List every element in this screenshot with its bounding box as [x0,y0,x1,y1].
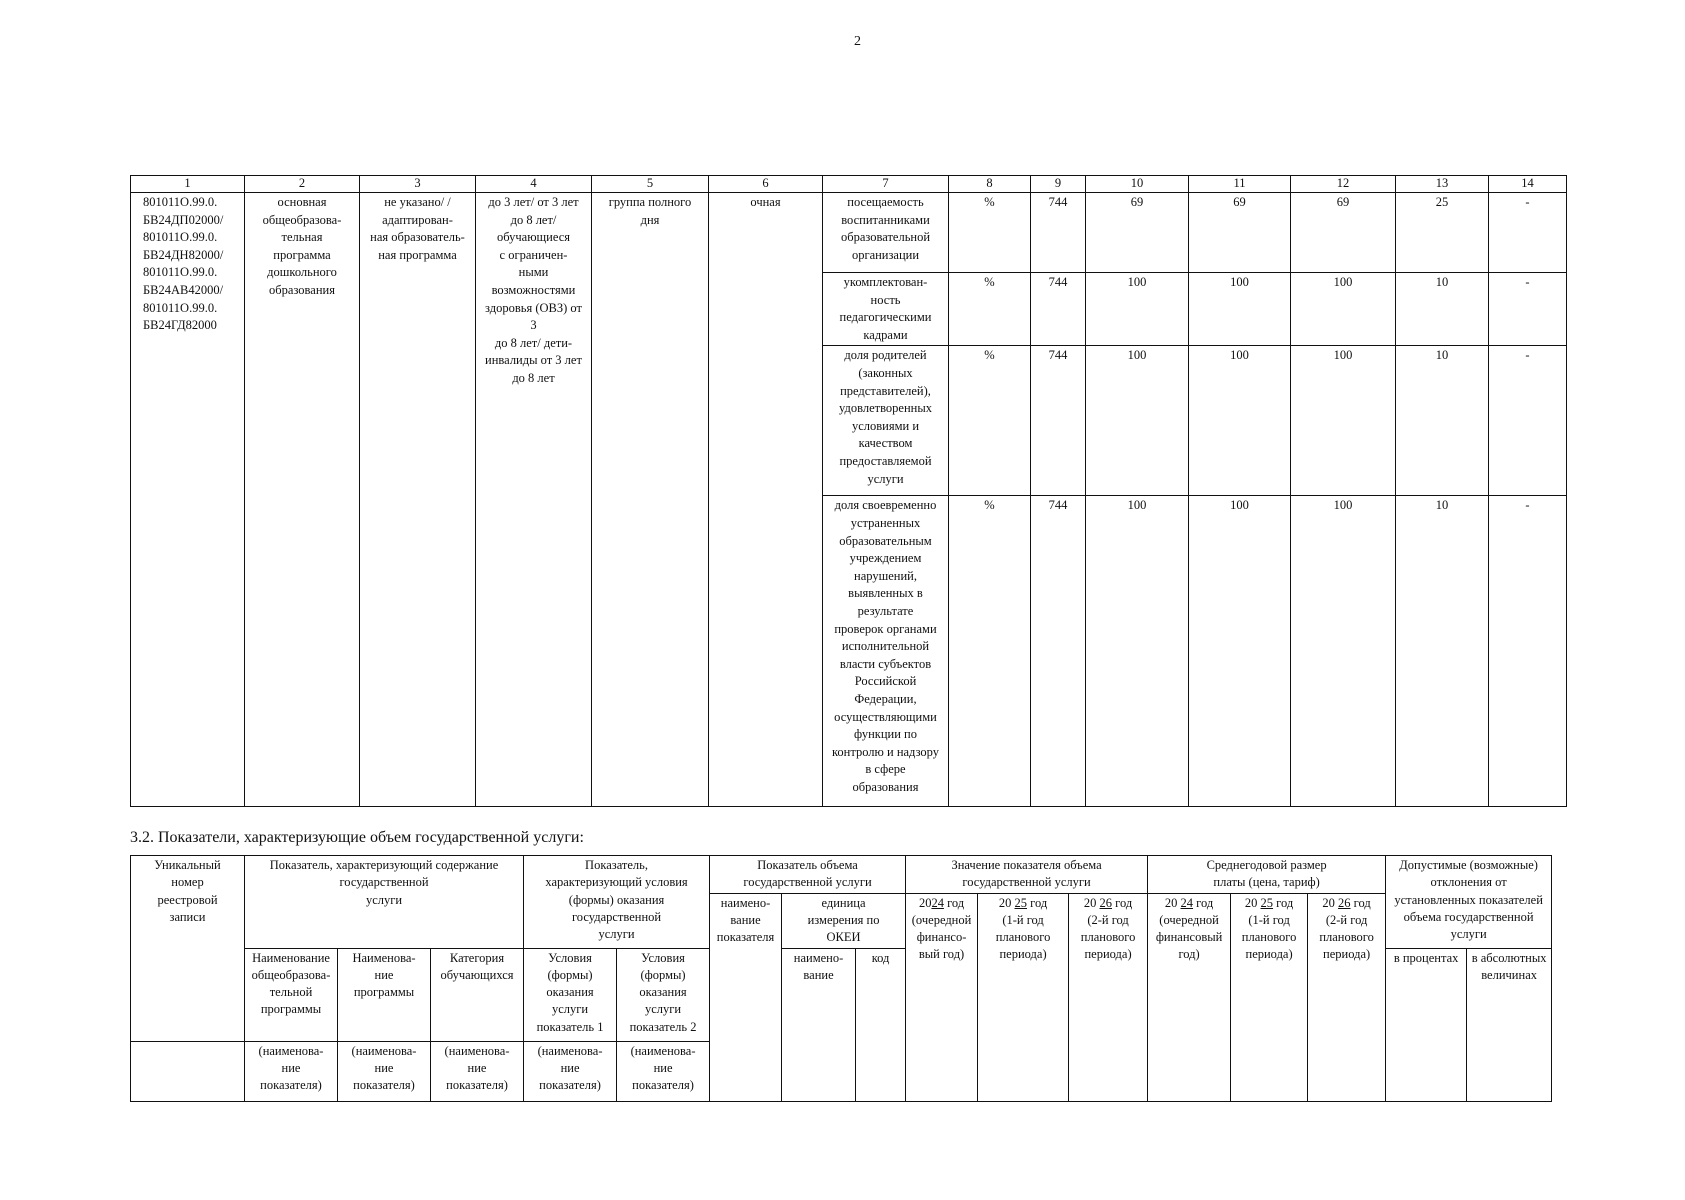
deviation-percent: 10 [1396,273,1489,346]
value-2025: 100 [1189,273,1291,346]
indicator-okei: 744 [1031,193,1086,273]
indicator-okei: 744 [1031,273,1086,346]
program-name-subheader: Наименование общеобразова- тельной программы [245,948,338,1041]
year-2024-header: 2024 год (очередной финансо- вый год) [906,893,978,1101]
indicator-name: доля родителей (законных представителей), удовлетворенных условиями и качеством предоставляемой услуги [823,346,949,496]
indicator-unit: % [949,346,1031,496]
parameter-label: (наименова- ние показателя) [431,1041,524,1101]
deviation-percent: 10 [1396,346,1489,496]
table-header-row [131,948,1643,1041]
col-number: 2 [245,176,360,193]
parameter-label: (наименова- ние показателя) [245,1041,338,1101]
col-number: 7 [823,176,949,193]
col-number: 8 [949,176,1031,193]
col-number: 4 [476,176,592,193]
value-2024: 100 [1086,273,1189,346]
deviation-percent: 10 [1396,496,1489,807]
table-header-row [131,856,1643,894]
col-number: 6 [709,176,823,193]
col-number: 3 [360,176,476,193]
col-number: 14 [1489,176,1567,193]
program-name: основная общеобразова- тельная программа дошкольного образования [245,193,360,807]
condition-1-subheader: Условия (формы) оказания услуги показатель 1 [524,948,617,1041]
unit-code-header: код [856,948,906,1101]
table-row [131,193,1567,273]
student-category-subheader: Категория обучающихся [431,948,524,1041]
deviations-header: Допустимые (возможные) отклонения от установленных показателей объема государственной услуги [1386,856,1552,949]
unit-name-header: наимено- вание [782,948,856,1101]
program-type: не указано/ / адаптирован- ная образователь- ная программа [360,193,476,807]
parameter-label: (наименова- ние показателя) [524,1041,617,1101]
content-indicator-header: Показатель, характеризующий содержание государственной услуги [245,856,524,949]
indicator-name: укомплектован- ность педагогическими кадрами [823,273,949,346]
col-number: 13 [1396,176,1489,193]
indicator-name: доля своевременно устраненных образовательным учреждением нарушений, выявленных в результате проверок органами исполнительной власти субъектов Российской Федерации, осуществляющими функции по контролю и надзору в сфере образования [823,496,949,807]
deviation-absolute: - [1489,273,1567,346]
value-2025: 100 [1189,346,1291,496]
stay-mode: группа полного дня [592,193,709,807]
avg-fee-header: Среднегодовой размер платы (цена, тариф) [1148,856,1386,894]
col-number: 12 [1291,176,1396,193]
fee-year-2025-header: 20 25 год (1-й год планового периода) [1231,893,1308,1101]
deviation-absolute: - [1489,346,1567,496]
fee-year-2024-header: 20 24 год (очередной финансовый год) [1148,893,1231,1101]
value-2024: 100 [1086,346,1189,496]
unit-okei-header: единица измерения по ОКЕИ [782,893,906,948]
indicator-name-header: наимено- вание показателя [710,893,782,1101]
deviation-percent: 25 [1396,193,1489,273]
program-subheader: Наименова- ние программы [338,948,431,1041]
value-2026: 100 [1291,346,1396,496]
deviation-absolute: - [1489,193,1567,273]
indicator-unit: % [949,273,1031,346]
quality-indicators-table [130,175,1567,807]
value-2025: 100 [1189,496,1291,807]
indicator-name: посещаемость воспитанниками образовательной организации [823,193,949,273]
indicator-okei: 744 [1031,346,1086,496]
parameter-label [131,1041,245,1101]
deviation-percent-header: в процентах [1386,948,1467,1101]
registry-codes: 801011О.99.0. БВ24ДП02000/ 801011О.99.0. БВ24ДН82000/ 801011О.99.0. БВ24АВ42000/ 801011О.99.0. БВ24ГД82000 [131,193,245,807]
parameter-label: (наименова- ние показателя) [617,1041,710,1101]
unique-number-header: Уникальный номер реестровой записи [131,856,245,1042]
volume-value-header: Значение показателя объема государственной услуги [906,856,1148,894]
col-number: 1 [131,176,245,193]
fee-year-2026-header: 20 26 год (2-й год планового периода) [1308,893,1386,1101]
indicator-okei: 744 [1031,496,1086,807]
deviation-absolute: - [1489,496,1567,807]
condition-2-subheader: Условия (формы) оказания услуги показатель 2 [617,948,710,1041]
indicator-unit: % [949,496,1031,807]
indicator-unit: % [949,193,1031,273]
value-2024: 69 [1086,193,1189,273]
conditions-indicator-header: Показатель, характеризующий условия (формы) оказания государственной услуги [524,856,710,949]
col-number: 9 [1031,176,1086,193]
volume-indicator-header: Показатель объема государственной услуги [710,856,906,894]
page-number: 2 [854,34,861,49]
parameter-label: (наименова- ние показателя) [338,1041,431,1101]
year-2025-header: 20 25 год (1-й год планового периода) [978,893,1069,1101]
col-number: 5 [592,176,709,193]
section-title: 3.2. Показатели, характеризующие объем государственной услуги: [130,829,584,846]
value-2026: 69 [1291,193,1396,273]
col-number: 10 [1086,176,1189,193]
value-2026: 100 [1291,273,1396,346]
value-2026: 100 [1291,496,1396,807]
column-number-row [131,176,1567,193]
student-category: до 3 лет/ от 3 лет до 8 лет/ обучающиеся с ограничен- ными возможностями здоровья (ОВЗ) от 3 до 8 лет/ дети- инвалиды от 3 лет до 8 лет [476,193,592,807]
value-2024: 100 [1086,496,1189,807]
year-2026-header: 20 26 год (2-й год планового периода) [1069,893,1148,1101]
deviation-absolute-header: в абсолютных величинах [1467,948,1552,1101]
value-2025: 69 [1189,193,1291,273]
education-form: очная [709,193,823,807]
volume-indicators-table [130,855,1643,1102]
col-number: 11 [1189,176,1291,193]
